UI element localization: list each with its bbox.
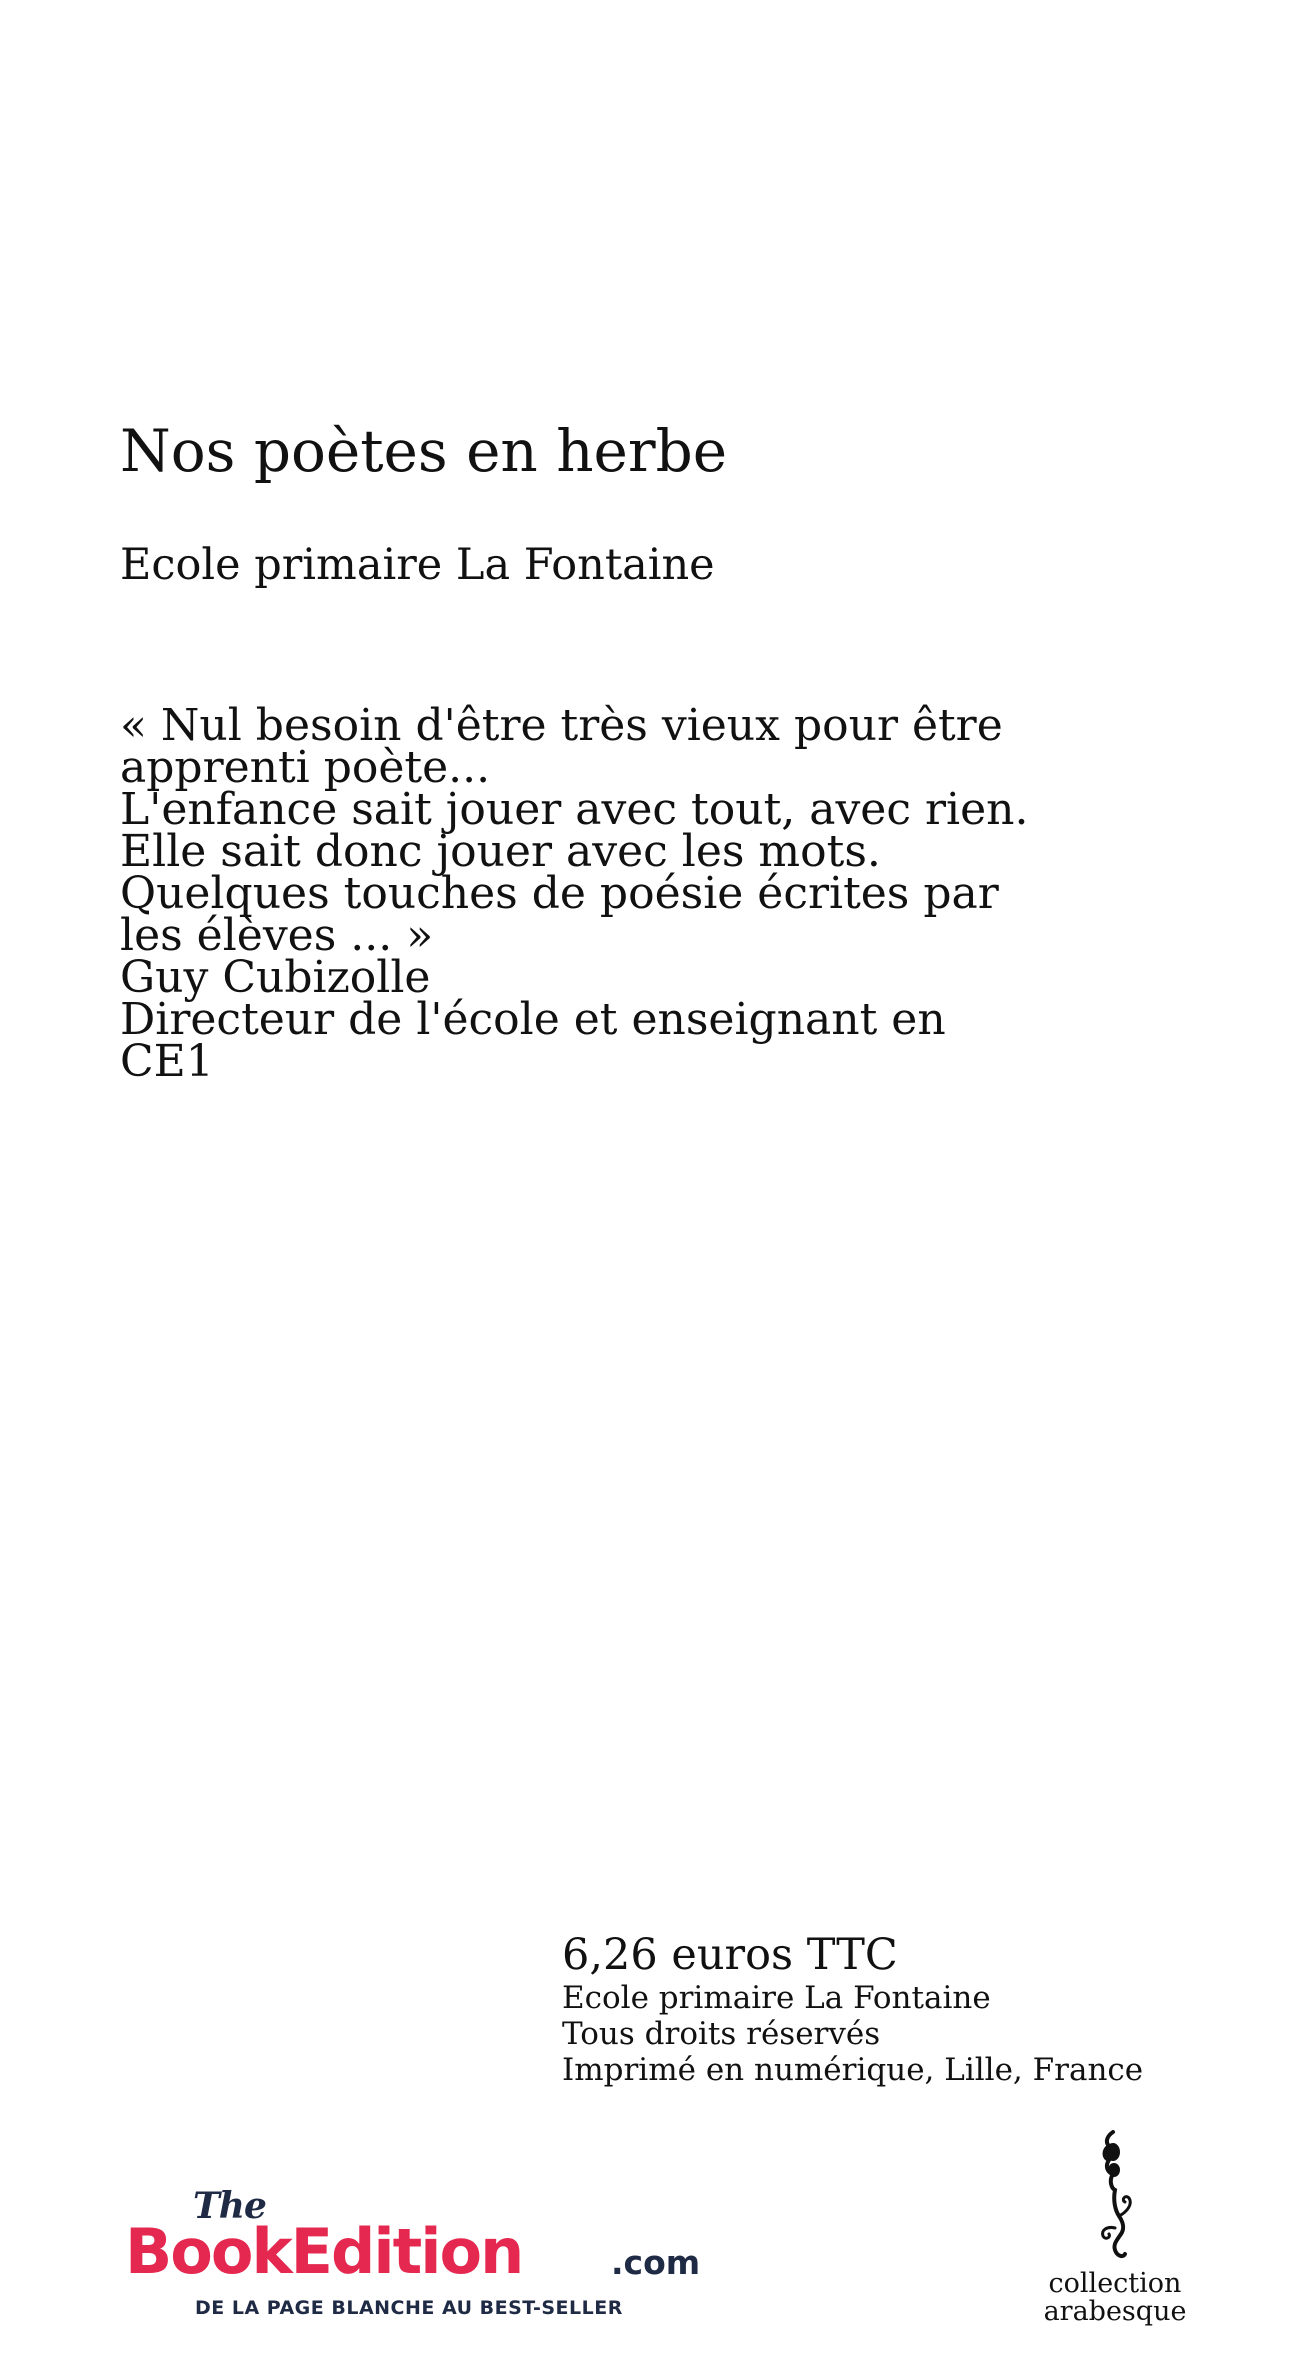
logo-dotcom: .com	[611, 2243, 701, 2282]
back-cover-quote	[120, 700, 1029, 1087]
collection-line2: arabesque	[1043, 2296, 1187, 2327]
logo-the: The	[193, 2185, 266, 2227]
colophon-rights: Tous droits réservés	[562, 2016, 881, 2052]
quote-author-role: Directeur de l'école et enseignant en	[120, 994, 946, 1045]
quote-line: Quelques touches de poésie écrites par	[120, 868, 999, 919]
logo-tagline: DE LA PAGE BLANCHE AU BEST-SELLER	[195, 2297, 623, 2319]
book-subtitle: Ecole primaire La Fontaine	[120, 540, 715, 590]
book-title: Nos poètes en herbe	[120, 417, 728, 485]
collection-line1: collection	[1048, 2268, 1182, 2299]
bookedition-logo	[125, 2185, 725, 2325]
quote-line: L'enfance sait jouer avec tout, avec rien.	[120, 784, 1029, 835]
colophon-printed: Imprimé en numérique, Lille, France	[562, 2052, 1144, 2088]
colophon	[562, 1930, 1202, 2088]
price: 6,26 euros TTC	[562, 1930, 898, 1980]
collection-arabesque	[1030, 2130, 1210, 2330]
quote-line: les élèves ... »	[120, 910, 434, 961]
quote-author: Guy Cubizolle	[120, 952, 431, 1003]
colophon-author: Ecole primaire La Fontaine	[562, 1980, 991, 2016]
arabesque-ornament-icon	[1085, 2130, 1145, 2265]
quote-line: Elle sait donc jouer avec les mots.	[120, 826, 881, 877]
quote-line: « Nul besoin d'être très vieux pour être	[120, 700, 1003, 751]
logo-brand: BookEdition	[125, 2215, 523, 2288]
quote-line: apprenti poète...	[120, 742, 491, 793]
quote-author-role: CE1	[120, 1036, 214, 1087]
